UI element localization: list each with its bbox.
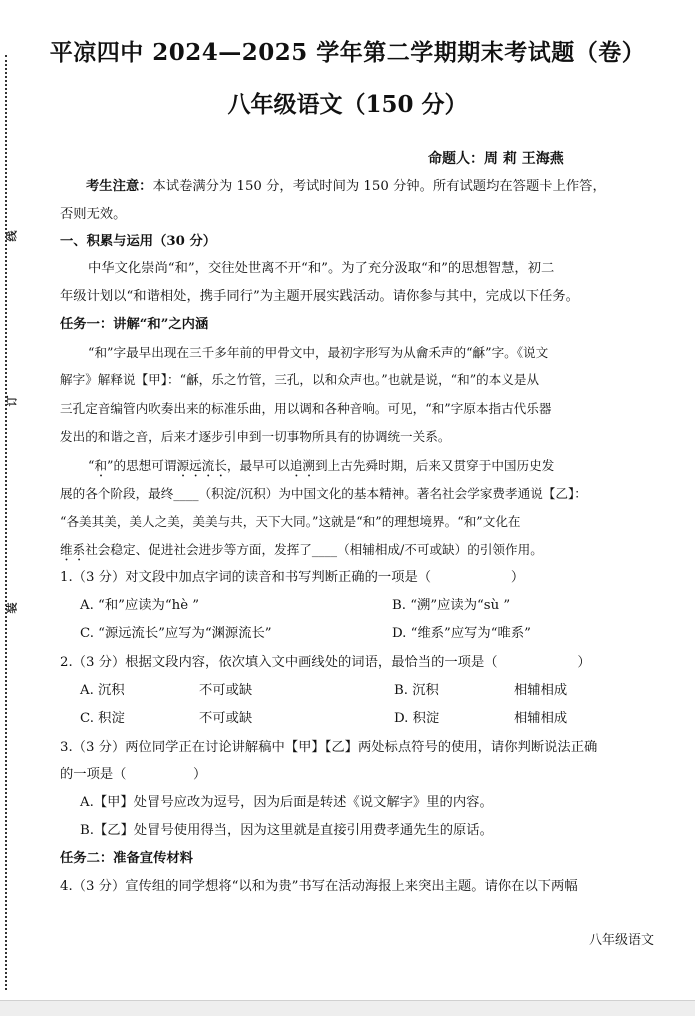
text-run: ，最早可以: [226, 458, 290, 473]
text-run: 到上古先舜时期，后来又贯穿于中国历史发: [315, 458, 555, 473]
dotted-word-yuanyuan: 源远流长: [176, 458, 227, 473]
dotted-word-zhuisu: 追溯: [289, 458, 315, 473]
q2-option-d-word2: 相辅相成: [514, 711, 568, 726]
task1-para2-line4: [60, 541, 543, 564]
q4-stem: 4.（3 分）宣传组的同学想将“以和为贵”书写在活动海报上来突出主题。请你在以下两幅: [60, 879, 578, 894]
q1-option-a: A. “和”应读为“hè ”: [80, 598, 200, 613]
q2-option-d-word1: D. 积淀: [394, 711, 440, 726]
q1-stem: 1.（3 分）对文段中加点字词的读音和书写判断正确的一项是（ ）: [60, 570, 525, 585]
q2-option-b-word2: 相辅相成: [514, 683, 568, 698]
q2-option-c-word2: 不可或缺: [199, 711, 253, 726]
q2-option-c-word1: C. 积淀: [80, 711, 125, 726]
binding-mark-middle: 订: [5, 395, 19, 407]
notice-line-1: [86, 178, 606, 196]
q2-option-a-word1: A. 沉积: [80, 683, 125, 698]
q1-option-b: B. “溯”应读为“sù ”: [392, 598, 511, 613]
task1-para1-line2: 解字》解释说【甲】：“龢，乐之竹管，三孔，以和众声也。”也就是说，“和”的本义是从: [60, 372, 540, 387]
dotted-word-weixi: 维系: [60, 542, 86, 557]
exam-title: 平凉四中 2024—2025 学年第二学期期末考试题（卷）: [49, 39, 646, 66]
binding-mark-bottom: 装: [5, 602, 19, 614]
q3-stem-line2: 的一项是（ ）: [60, 767, 207, 782]
q1-option-c: C. “源远流长”应写为“渊源流长”: [80, 626, 272, 641]
text-run: “: [88, 458, 95, 473]
task2-heading: 任务二：准备宣传材料: [60, 851, 193, 866]
section1-intro-1: 中华文化崇尚“和”，交往处世离不开“和”。为了充分汲取“和”的思想智慧，初二: [88, 261, 555, 276]
exam-author: 命题人：周 莉 王海燕: [428, 151, 564, 167]
task1-heading: 任务一：讲解“和”之内涵: [60, 317, 209, 332]
q3-stem-line1: 3.（3 分）两位同学正在讨论讲解稿中【甲】【乙】两处标点符号的使用，请你判断说法正确: [60, 740, 598, 755]
text-run: ”的思想可谓: [107, 458, 177, 473]
task1-para2-line3: “各美其美，美人之美，美美与共，天下大同。”这就是“和”的理想境界。“和”文化在: [60, 514, 521, 529]
binding-dotted-line: [5, 55, 7, 990]
text-run: 社会稳定、促进社会进步等方面，发挥了____（相辅相成/不可或缺）的引领作用。: [85, 542, 543, 557]
q3-option-b: B.【乙】处冒号使用得当，因为这里就是直接引用费孝通先生的原话。: [80, 823, 493, 838]
dotted-word-he: 和: [94, 458, 108, 473]
q2-option-a-word2: 不可或缺: [199, 683, 253, 698]
task1-para1-line1: “和”字最早出现在三千多年前的甲骨文中，最初字形写为从龠禾声的“龢”字。《说文: [88, 345, 549, 360]
notice-label: 考生注意：: [86, 179, 153, 194]
binding-mark-top: 线: [5, 230, 19, 242]
section1-heading: 一、积累与运用（30 分）: [60, 234, 217, 249]
q2-stem: 2.（3 分）根据文段内容，依次填入文中画线处的词语，最恰当的一项是（ ）: [60, 655, 591, 670]
q2-option-b-word1: B. 沉积: [394, 683, 439, 698]
section1-intro-2: 年级计划以“和谐相处，携手同行”为主题开展实践活动。请你参与其中，完成以下任务。: [60, 289, 579, 304]
task1-para2-line2: 展的各个阶段，最终____（积淀/沉积）为中国文化的基本精神。著名社会学家费孝通说【乙】：: [60, 486, 587, 501]
footer-label: 八年级语文: [589, 933, 655, 948]
notice-line-2: 否则无效。: [60, 207, 127, 222]
q3-option-a: A.【甲】处冒号应改为逗号，因为后面是转述《说文解字》里的内容。: [80, 795, 493, 810]
task1-para2-line1: [88, 457, 554, 480]
q1-option-d: D. “维系”应写为“唯系”: [392, 626, 531, 641]
notice-text-1: 本试卷满分为 150 分，考试时间为 150 分钟。所有试题均在答题卡上作答，: [152, 179, 606, 194]
task1-para1-line4: 发出的和谐之音，后来才逐步引申到一切事物所具有的协调统一关系。: [60, 429, 451, 444]
task1-para1-line3: 三孔定音编管内吹奏出来的标准乐曲，用以调和各种音响。可见，“和”字原本指古代乐器: [60, 401, 552, 416]
exam-subtitle: 八年级语文（150 分）: [227, 91, 468, 118]
viewer-bottom-strip: [0, 1000, 695, 1016]
